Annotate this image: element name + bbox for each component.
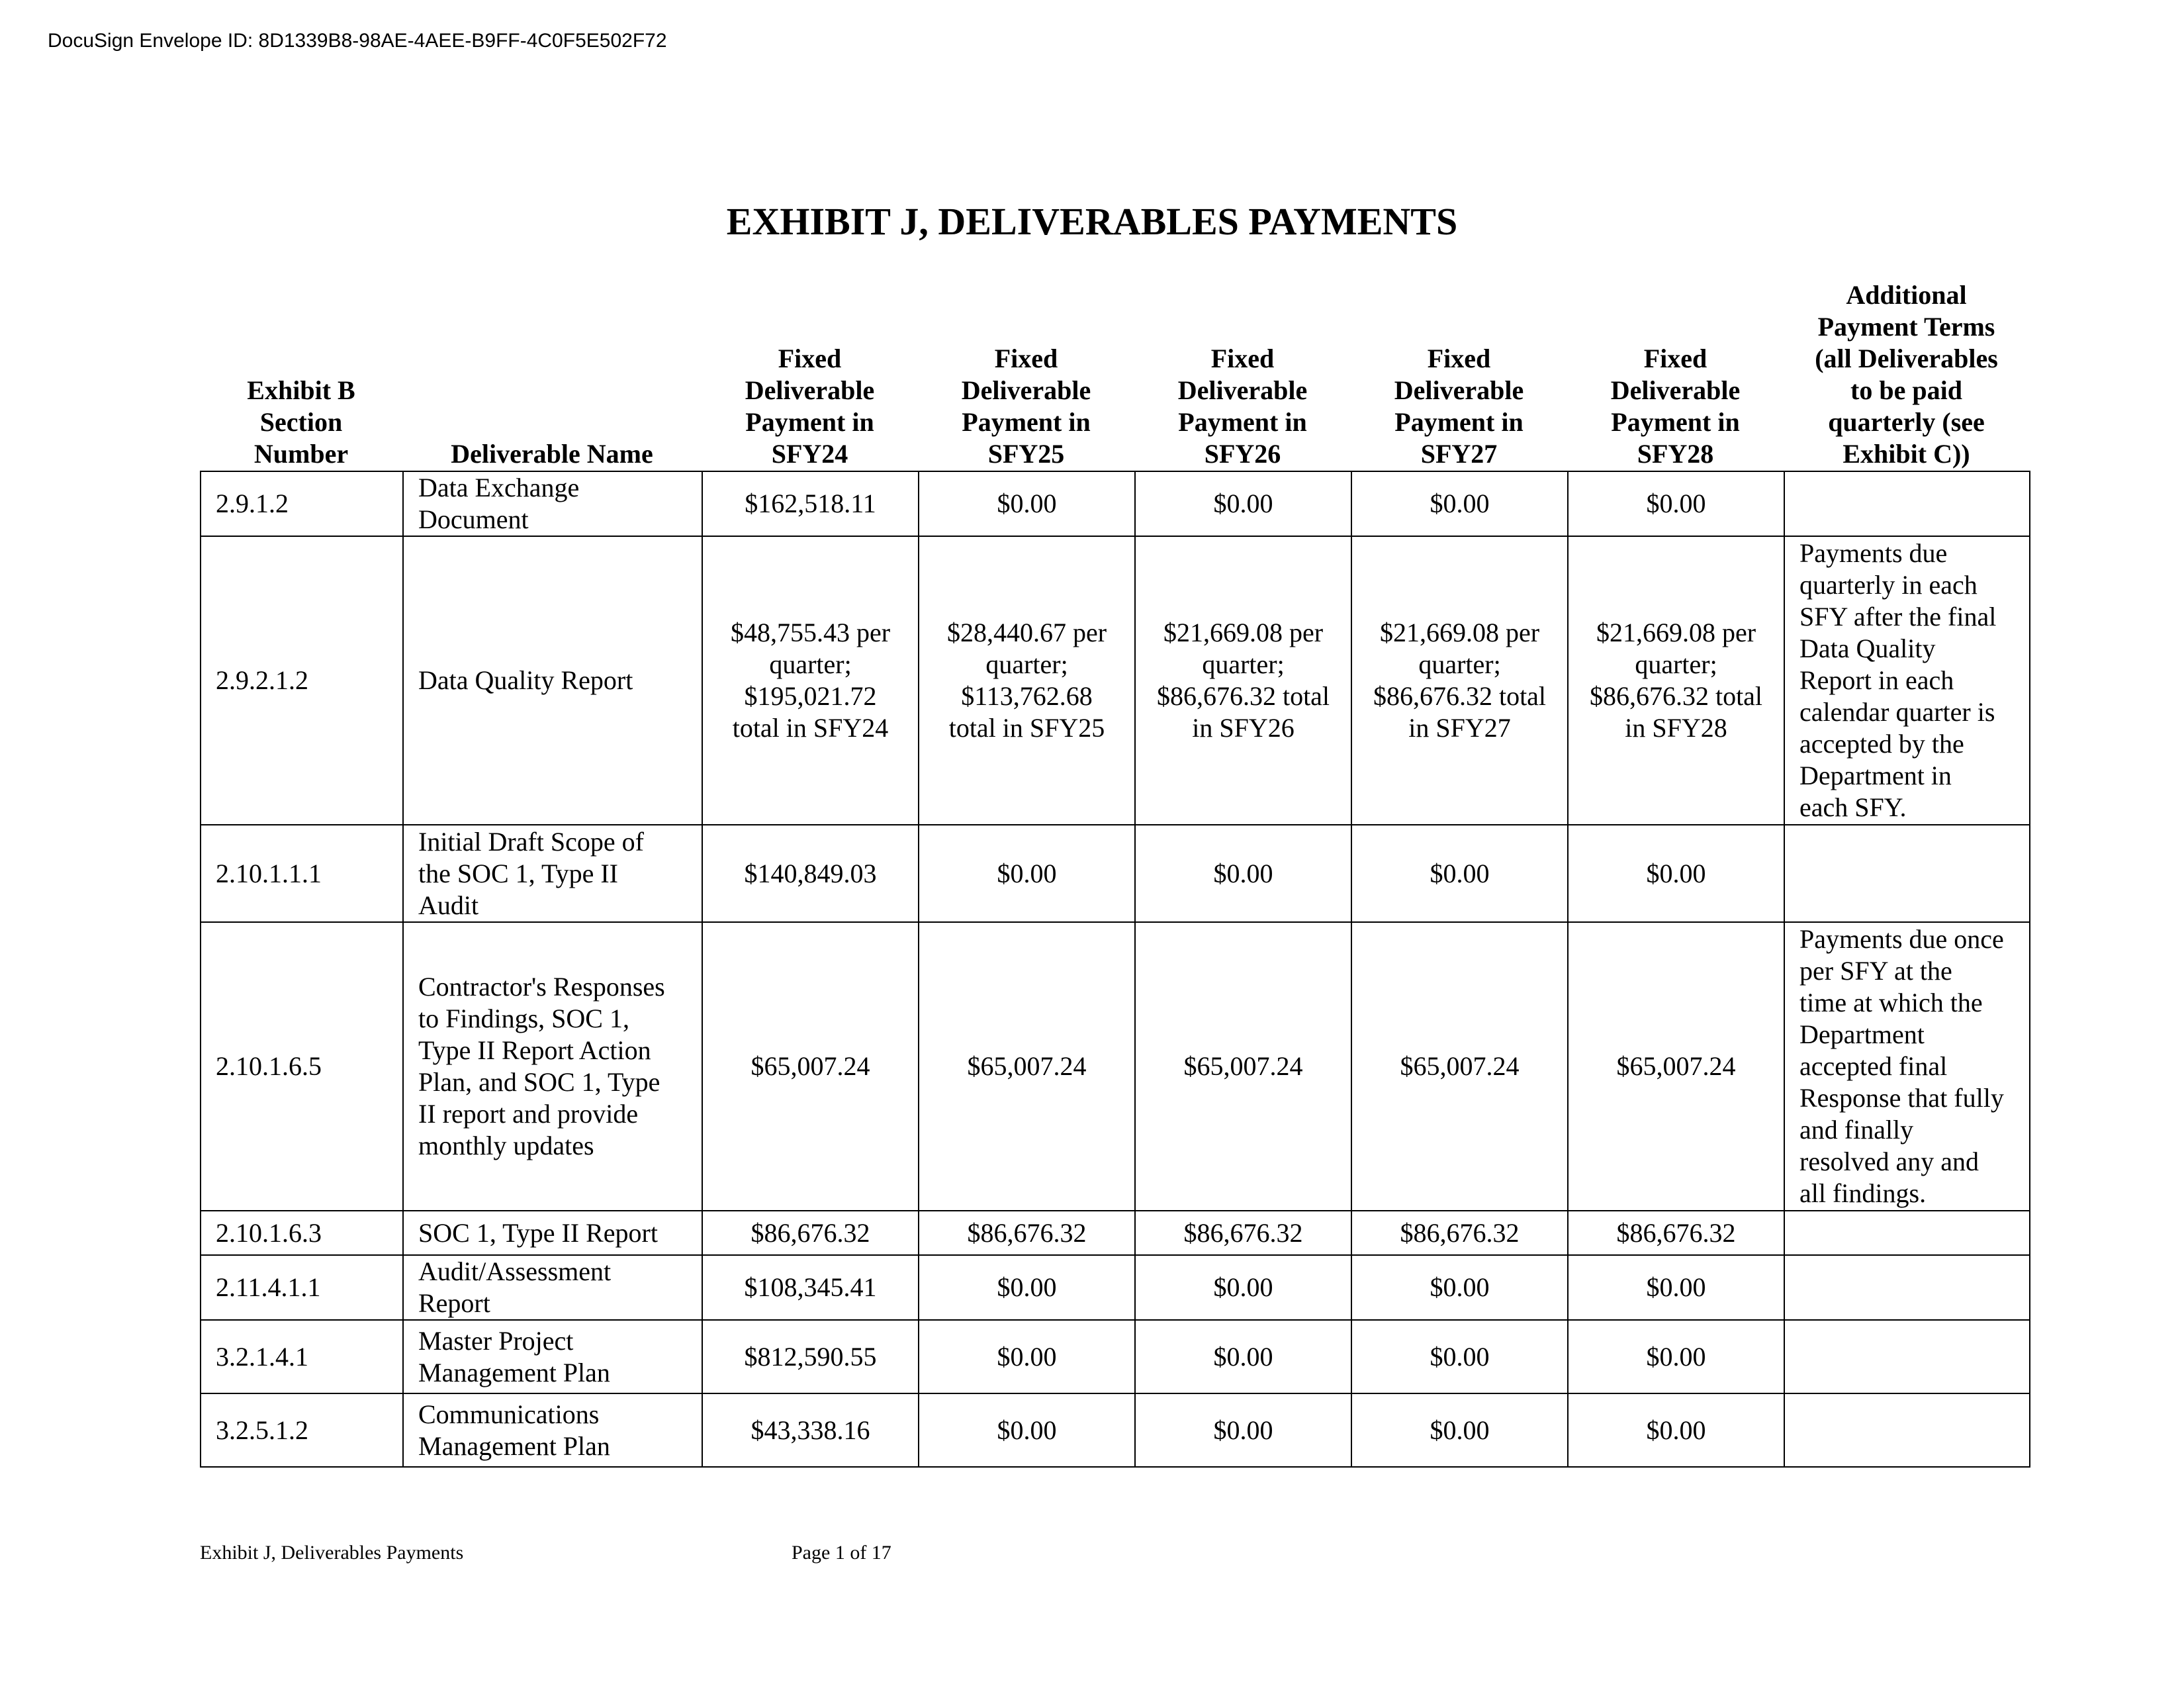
additional-terms: [1784, 1255, 2030, 1320]
additional-terms: Payments due once per SFY at the time at which the Department accepted final Response that fully and finally resolved any and all findings.: [1784, 922, 2030, 1211]
payment-sfy25: $0.00: [919, 1255, 1135, 1320]
payment-sfy26: $86,676.32: [1135, 1211, 1351, 1255]
payment-sfy24: $86,676.32: [702, 1211, 919, 1255]
payment-sfy26: $21,669.08 per quarter; $86,676.32 total in SFY26: [1135, 536, 1351, 825]
payment-sfy26: $0.00: [1135, 1255, 1351, 1320]
deliverable-name: Data Quality Report: [403, 536, 702, 825]
payment-sfy25: $0.00: [919, 825, 1135, 922]
docusign-envelope-id: DocuSign Envelope ID: 8D1339B8-98AE-4AEE-B9FF-4C0F5E502F72: [48, 30, 667, 52]
payment-sfy26: $0.00: [1135, 1393, 1351, 1467]
additional-terms: [1784, 1320, 2030, 1393]
payment-sfy24: $48,755.43 per quarter; $195,021.72 total in SFY24: [702, 536, 919, 825]
header-additional-terms: Additional Payment Terms (all Deliverables to be paid quarterly (see Exhibit C)): [1815, 280, 1998, 469]
payment-sfy28: $0.00: [1568, 1255, 1784, 1320]
payment-sfy26: $0.00: [1135, 471, 1351, 536]
table-row: [201, 536, 2030, 825]
payment-sfy28: $0.00: [1568, 1320, 1784, 1393]
deliverable-name: Data Exchange Document: [403, 471, 702, 536]
header-sfy24: Fixed Deliverable Payment in SFY24: [745, 344, 875, 469]
payment-sfy27: $65,007.24: [1351, 922, 1568, 1211]
payment-sfy28: $0.00: [1568, 471, 1784, 536]
section-number: 2.9.2.1.2: [201, 536, 403, 825]
deliverable-name: Audit/Assessment Report: [403, 1255, 702, 1320]
section-number: 3.2.5.1.2: [201, 1393, 403, 1467]
payment-sfy26: $65,007.24: [1135, 922, 1351, 1211]
deliverable-name: Communications Management Plan: [403, 1393, 702, 1467]
payment-sfy27: $0.00: [1351, 825, 1568, 922]
payment-sfy28: $0.00: [1568, 1393, 1784, 1467]
payment-sfy25: $86,676.32: [919, 1211, 1135, 1255]
deliverable-name: Master Project Management Plan: [403, 1320, 702, 1393]
header-sfy25: Fixed Deliverable Payment in SFY25: [961, 344, 1091, 469]
table-row: [201, 922, 2030, 1211]
footer-page-number: Page 1 of 17: [792, 1542, 891, 1564]
deliverable-name: Initial Draft Scope of the SOC 1, Type II Audit: [403, 825, 702, 922]
payment-sfy24: $65,007.24: [702, 922, 919, 1211]
header-section-number: Exhibit B Section Number: [247, 375, 355, 469]
payment-sfy26: $0.00: [1135, 825, 1351, 922]
deliverables-table: [200, 471, 2030, 1468]
payment-sfy25: $28,440.67 per quarter; $113,762.68 total in SFY25: [919, 536, 1135, 825]
table-row: [201, 1255, 2030, 1320]
payment-sfy25: $0.00: [919, 1320, 1135, 1393]
additional-terms: [1784, 471, 2030, 536]
payment-sfy24: $108,345.41: [702, 1255, 919, 1320]
additional-terms: [1784, 825, 2030, 922]
table-row: [201, 825, 2030, 922]
payment-sfy27: $0.00: [1351, 471, 1568, 536]
payment-sfy28: $86,676.32: [1568, 1211, 1784, 1255]
table-row: [201, 471, 2030, 536]
payment-sfy25: $65,007.24: [919, 922, 1135, 1211]
table-row: [201, 1393, 2030, 1467]
payment-sfy24: $162,518.11: [702, 471, 919, 536]
payment-sfy26: $0.00: [1135, 1320, 1351, 1393]
payment-sfy24: $43,338.16: [702, 1393, 919, 1467]
section-number: 2.10.1.1.1: [201, 825, 403, 922]
section-number: 2.10.1.6.5: [201, 922, 403, 1211]
payment-sfy24: $812,590.55: [702, 1320, 919, 1393]
payment-sfy28: $65,007.24: [1568, 922, 1784, 1211]
header-sfy27: Fixed Deliverable Payment in SFY27: [1394, 344, 1524, 469]
additional-terms: [1784, 1211, 2030, 1255]
deliverable-name: Contractor's Responses to Findings, SOC 1, Type II Report Action Plan, and SOC 1, Type II report and provide monthly updates: [403, 922, 702, 1211]
page-title: EXHIBIT J, DELIVERABLES PAYMENTS: [726, 200, 1458, 243]
payment-sfy27: $86,676.32: [1351, 1211, 1568, 1255]
additional-terms: Payments due quarterly in each SFY after the final Data Quality Report in each calendar quarter is accepted by the Department in each SFY.: [1784, 536, 2030, 825]
deliverable-name: SOC 1, Type II Report: [403, 1211, 702, 1255]
table-header: [200, 278, 2029, 471]
header-deliverable-name: Deliverable Name: [451, 439, 653, 469]
payment-sfy25: $0.00: [919, 471, 1135, 536]
payment-sfy27: $0.00: [1351, 1393, 1568, 1467]
section-number: 2.11.4.1.1: [201, 1255, 403, 1320]
payment-sfy27: $0.00: [1351, 1255, 1568, 1320]
table-row: [201, 1320, 2030, 1393]
section-number: 2.10.1.6.3: [201, 1211, 403, 1255]
payment-sfy27: $0.00: [1351, 1320, 1568, 1393]
section-number: 2.9.1.2: [201, 471, 403, 536]
payment-sfy27: $21,669.08 per quarter; $86,676.32 total in SFY27: [1351, 536, 1568, 825]
payment-sfy24: $140,849.03: [702, 825, 919, 922]
payment-sfy28: $21,669.08 per quarter; $86,676.32 total in SFY28: [1568, 536, 1784, 825]
footer-document-name: Exhibit J, Deliverables Payments: [200, 1542, 464, 1564]
section-number: 3.2.1.4.1: [201, 1320, 403, 1393]
payment-sfy25: $0.00: [919, 1393, 1135, 1467]
table-row: [201, 1211, 2030, 1255]
payment-sfy28: $0.00: [1568, 825, 1784, 922]
header-sfy26: Fixed Deliverable Payment in SFY26: [1177, 344, 1308, 469]
header-sfy28: Fixed Deliverable Payment in SFY28: [1610, 344, 1741, 469]
additional-terms: [1784, 1393, 2030, 1467]
